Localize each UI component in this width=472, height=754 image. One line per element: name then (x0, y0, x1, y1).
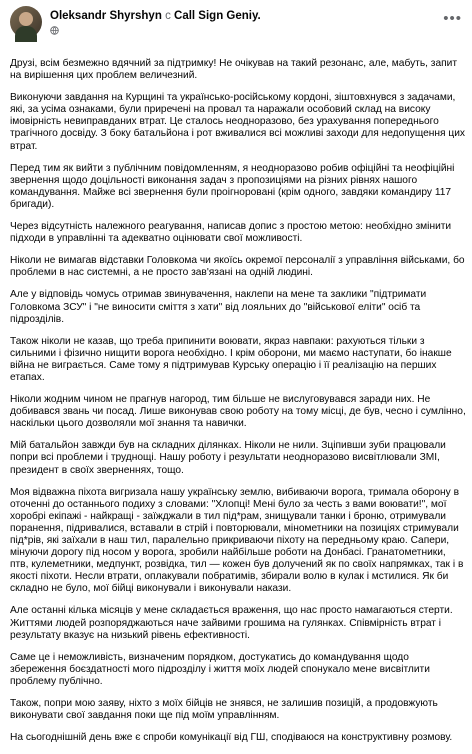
post-paragraph: Моя відважна піхота вигризала нашу українську землю, вибиваючи ворога, тримала оборону в оточенні до останнього подиху з словами: "Хлопці! Мені було за честь з вами воювати!", мої хоробрі екіпажі - найкращі - заїжджали в тил під*рам, знищували танки і броню, отримували поранення, підривалися, вставали в стрій і повторювали, мінометники на позиціях стримували під*рів, які заїхали в наш тил, паралельно прикриваючи піхоту на передньому краю. Сапери, мінуючи дорогу під носом у ворога, зробили найбільше роботи на Донбасі. Гранатометники, птв, кулеметники, медпункт, розвідка, тил — кожен був долучений як по своїх напрямках, так і в якості піхоти. Несли втрати, оплакували побратимів, збирали волю в кулак і мстилися. Як би складно не було, мої бійці виконували і виконували накази. (10, 486, 464, 595)
post-paragraph: Саме це і неможливість, визначеним порядком, достукатись до командування щодо збереження боєздатності мого підрозділу і життя моїх людей спонукало мене висвітлити проблему публічно. (10, 651, 430, 687)
post-paragraph: Також, попри мою заяву, ніхто з моїх бійців не знявся, не залишив позицій, а продовжують виконувати свої завдання поки ще під моїм управлінням. (10, 698, 438, 722)
post-paragraph: На сьогоднішній день вже є спроби комунікації від ГШ, сподіваюся на конструктивну розмову. (10, 732, 453, 744)
post-author-line (50, 10, 261, 22)
author-relation: с (165, 10, 171, 22)
post-paragraph: Ніколи жодним чином не прагнув нагород, тим більше не вислуговувався заради них. Не добивався звань чи посад. Лише виконував свою роботу на тому місці, де був, чесно і сумлінно, наскільки цього дозволяли мої знання та навички. (10, 394, 466, 430)
post-paragraph: Друзі, всім безмежно вдячний за підтримку! Не очікував на такий резонанс, але, мабуть, запит на вирішення цих проблем величезний. (10, 58, 458, 82)
post-paragraph: Також ніколи не казав, що треба припинити воювати, якраз навпаки: рахуються тільки з сильними і фізично нищити ворога необхідно. І крім оборони, ми маємо наступати, бо інакше війна не виграється. Саме тому я підтримував Курську операцію і її реалізацію на перших етапах. (10, 335, 452, 383)
post-paragraph: Ніколи не вимагав відставки Головкома чи якоїсь окремої персоналії з управління військами, бо проблеми в нас системні, а не просто зав'язані на одній людині. (10, 255, 465, 279)
post-paragraph: Але у відповідь чомусь отримав звинувачення, наклепи на мене та заклики "підтримати Головкома ЗСУ" і "не виносити сміття з хати" від лояльних до "військової еліти" осіб та підрозділів. (10, 289, 427, 325)
post-header (0, 0, 472, 46)
post-paragraph: Виконуючи завдання на Курщині та українсько-російському кордоні, зіштовхнувся з задачами, які, за усіма ознаками, були приречені на провал та наражали особовий склад на високу імовірність невиправданих втрат. Це сталось неодноразово, без урахування попереднього трагічного досвіду. З боку батальйона і рот вживалися всі можливі заходи для недопущення цих втрат. (10, 92, 466, 152)
post-paragraph: Але останні кілька місяців у мене складається враження, що нас просто намагаються стерти. Життями людей розпоряджаються наче зайвими грошима на гулянках. Співмірність втрат і результату вказує на низький рівень ефективності. (10, 605, 453, 641)
globe-icon (50, 26, 59, 35)
post-paragraph: Через відсутність належного реагування, написав допис з простою метою: необхідно змінити підходи в управлінні та адекватно оцінювати свої можливості. (10, 221, 452, 245)
author-name[interactable]: Oleksandr Shyrshyn (50, 10, 162, 22)
post-paragraph: Перед тим як вийти з публічним повідомленням, я неодноразово робив офіційні та неофіційні звернення щодо доцільності виконання задач з пропозиціями на різних рівнях нашого командування. Майже всі звернення були проігноровані (крім одного, завдяки командиру 117 бригади). (10, 162, 455, 210)
avatar[interactable] (10, 6, 42, 38)
group-name[interactable]: Call Sign Geniy. (174, 10, 261, 22)
more-options-icon[interactable]: ••• (443, 10, 462, 27)
post-paragraph: Мій батальйон завжди був на складних ділянках. Ніколи не нили. Зціпивши зуби працювали попри всі проблеми і труднощі. Нашу роботу і результати неодноразово висвітлювали ЗМІ, президент в своїх зверненнях, тощо. (10, 440, 446, 476)
post-meta (50, 26, 59, 35)
post-body (10, 58, 466, 754)
